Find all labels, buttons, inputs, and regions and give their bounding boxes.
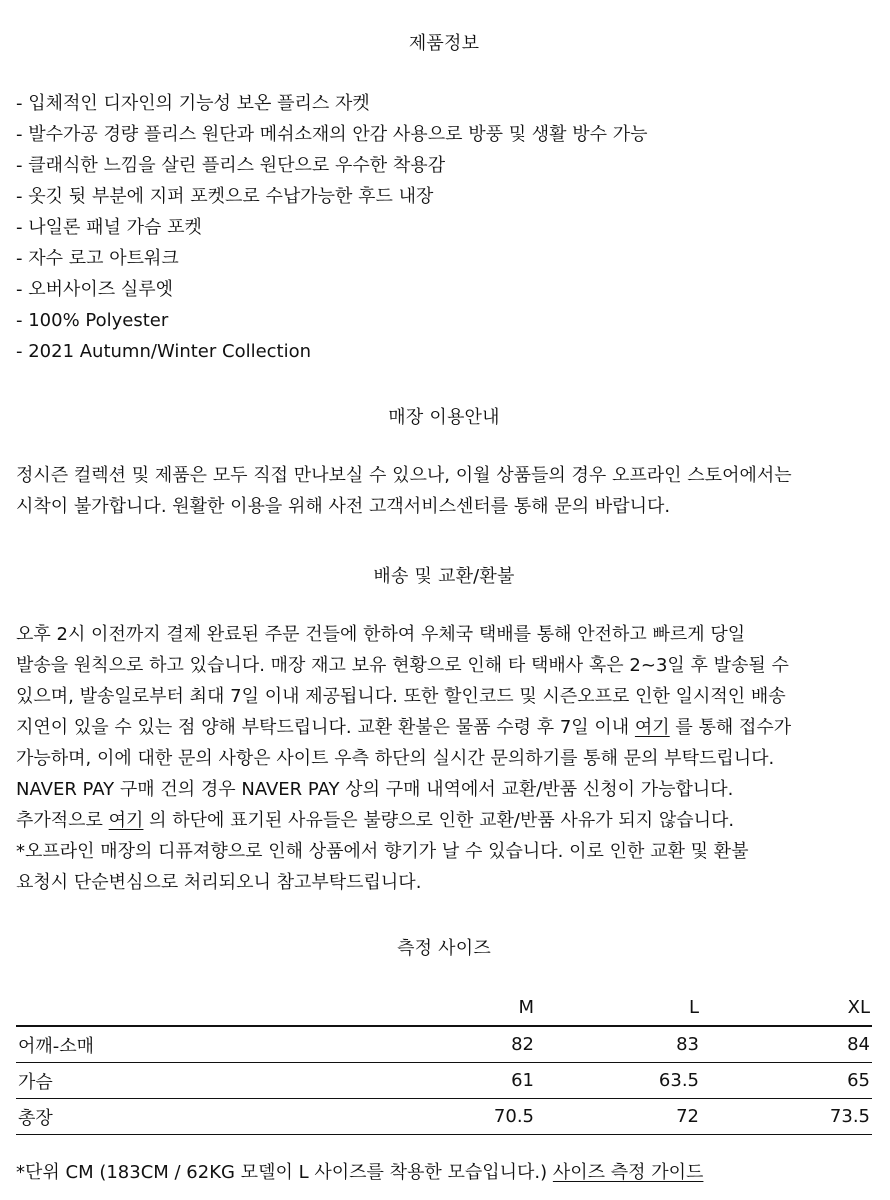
paragraph-line: 시착이 불가합니다. 원활한 이용을 위해 사전 고객서비스센터를 통해 문의 바랍니다. — [16, 496, 671, 517]
table-cell: 82 — [366, 1026, 536, 1063]
store-info-text — [16, 460, 872, 522]
list-item: - 나일론 패널 가슴 포켓 — [16, 217, 202, 238]
paragraph-line: *오프라인 매장의 디퓨져향으로 인해 상품에서 향기가 날 수 있습니다. 이로 인한 교환 및 환불 — [16, 841, 749, 862]
row-label: 총장 — [16, 1099, 366, 1135]
column-header — [16, 990, 366, 1026]
shipping-text — [16, 619, 872, 898]
exclusion-link[interactable]: 여기 — [108, 810, 144, 831]
paragraph-text: 의 하단에 표기된 사유들은 불량으로 인한 교환/반품 사유가 되지 않습니다. — [143, 810, 735, 831]
list-item: - 입체적인 디자인의 기능성 보온 플리스 자켓 — [16, 93, 370, 114]
paragraph-text: 를 통해 접수가 — [669, 717, 792, 738]
paragraph-line — [16, 805, 872, 836]
store-info-title: 매장 이용안내 — [388, 407, 500, 428]
table-row — [16, 1026, 872, 1063]
footnote-text: *단위 CM (183CM / 62KG 모델이 L 사이즈를 착용한 모습입니다.) — [16, 1162, 553, 1183]
return-link[interactable]: 여기 — [634, 717, 670, 738]
table-row — [16, 1063, 872, 1099]
paragraph-line: 오후 2시 이전까지 결제 완료된 주문 건들에 한하여 우체국 택배를 통해 안전하고 빠르게 당일 — [16, 624, 746, 645]
table-cell: 61 — [366, 1063, 536, 1099]
size-table — [16, 990, 872, 1135]
paragraph-line: NAVER PAY 구매 건의 경우 NAVER PAY 상의 구매 내역에서 교환/반품 신청이 가능합니다. — [16, 779, 734, 800]
product-info-title: 제품정보 — [408, 33, 480, 54]
row-label: 가슴 — [16, 1063, 366, 1099]
size-guide-link[interactable]: 사이즈 측정 가이드 — [552, 1162, 704, 1183]
paragraph-line — [16, 712, 872, 743]
table-cell: 65 — [701, 1063, 872, 1099]
row-label: 어깨-소매 — [16, 1026, 366, 1063]
shipping-title: 배송 및 교환/환불 — [373, 566, 515, 587]
table-cell: 84 — [701, 1026, 872, 1063]
product-info-list — [16, 88, 872, 367]
list-item: - 클래식한 느낌을 살린 플리스 원단으로 우수한 착용감 — [16, 155, 446, 176]
paragraph-line: 가능하며, 이에 대한 문의 사항은 사이트 우측 하단의 실시간 문의하기를 통해 문의 부탁드립니다. — [16, 748, 775, 769]
table-cell: 73.5 — [701, 1099, 872, 1135]
table-cell: 72 — [536, 1099, 701, 1135]
table-cell: 63.5 — [536, 1063, 701, 1099]
paragraph-line: 정시즌 컬렉션 및 제품은 모두 직접 만나보실 수 있으나, 이월 상품들의 경우 오프라인 스토어에서는 — [16, 465, 792, 486]
size-footnote — [16, 1160, 703, 1186]
list-item: - 오버사이즈 실루엣 — [16, 279, 174, 300]
paragraph-line: 발송을 원칙으로 하고 있습니다. 매장 재고 보유 현황으로 인해 타 택배사 혹은 2~3일 후 발송될 수 — [16, 655, 789, 676]
paragraph-text: 추가적으로 — [16, 810, 109, 831]
list-item: - 2021 Autumn/Winter Collection — [16, 341, 312, 362]
paragraph-line: 요청시 단순변심으로 처리되오니 참고부탁드립니다. — [16, 872, 422, 893]
column-header-xl: XL — [701, 990, 872, 1026]
table-cell: 83 — [536, 1026, 701, 1063]
list-item: - 발수가공 경량 플리스 원단과 메쉬소재의 안감 사용으로 방풍 및 생활 방수 가능 — [16, 124, 648, 145]
list-item: - 옷깃 뒷 부분에 지퍼 포켓으로 수납가능한 후드 내장 — [16, 186, 434, 207]
column-header-l: L — [536, 990, 701, 1026]
table-cell: 70.5 — [366, 1099, 536, 1135]
column-header-m: M — [366, 990, 536, 1026]
table-row — [16, 1099, 872, 1135]
table-header-row — [16, 990, 872, 1026]
list-item: - 100% Polyester — [16, 310, 169, 331]
size-title: 측정 사이즈 — [397, 938, 491, 959]
paragraph-text: 지연이 있을 수 있는 점 양해 부탁드립니다. 교환 환불은 물품 수령 후 7일 이내 — [16, 717, 635, 738]
paragraph-line: 있으며, 발송일로부터 최대 7일 이내 제공됩니다. 또한 할인코드 및 시즌오프로 인한 일시적인 배송 — [16, 686, 786, 707]
list-item: - 자수 로고 아트워크 — [16, 248, 179, 269]
